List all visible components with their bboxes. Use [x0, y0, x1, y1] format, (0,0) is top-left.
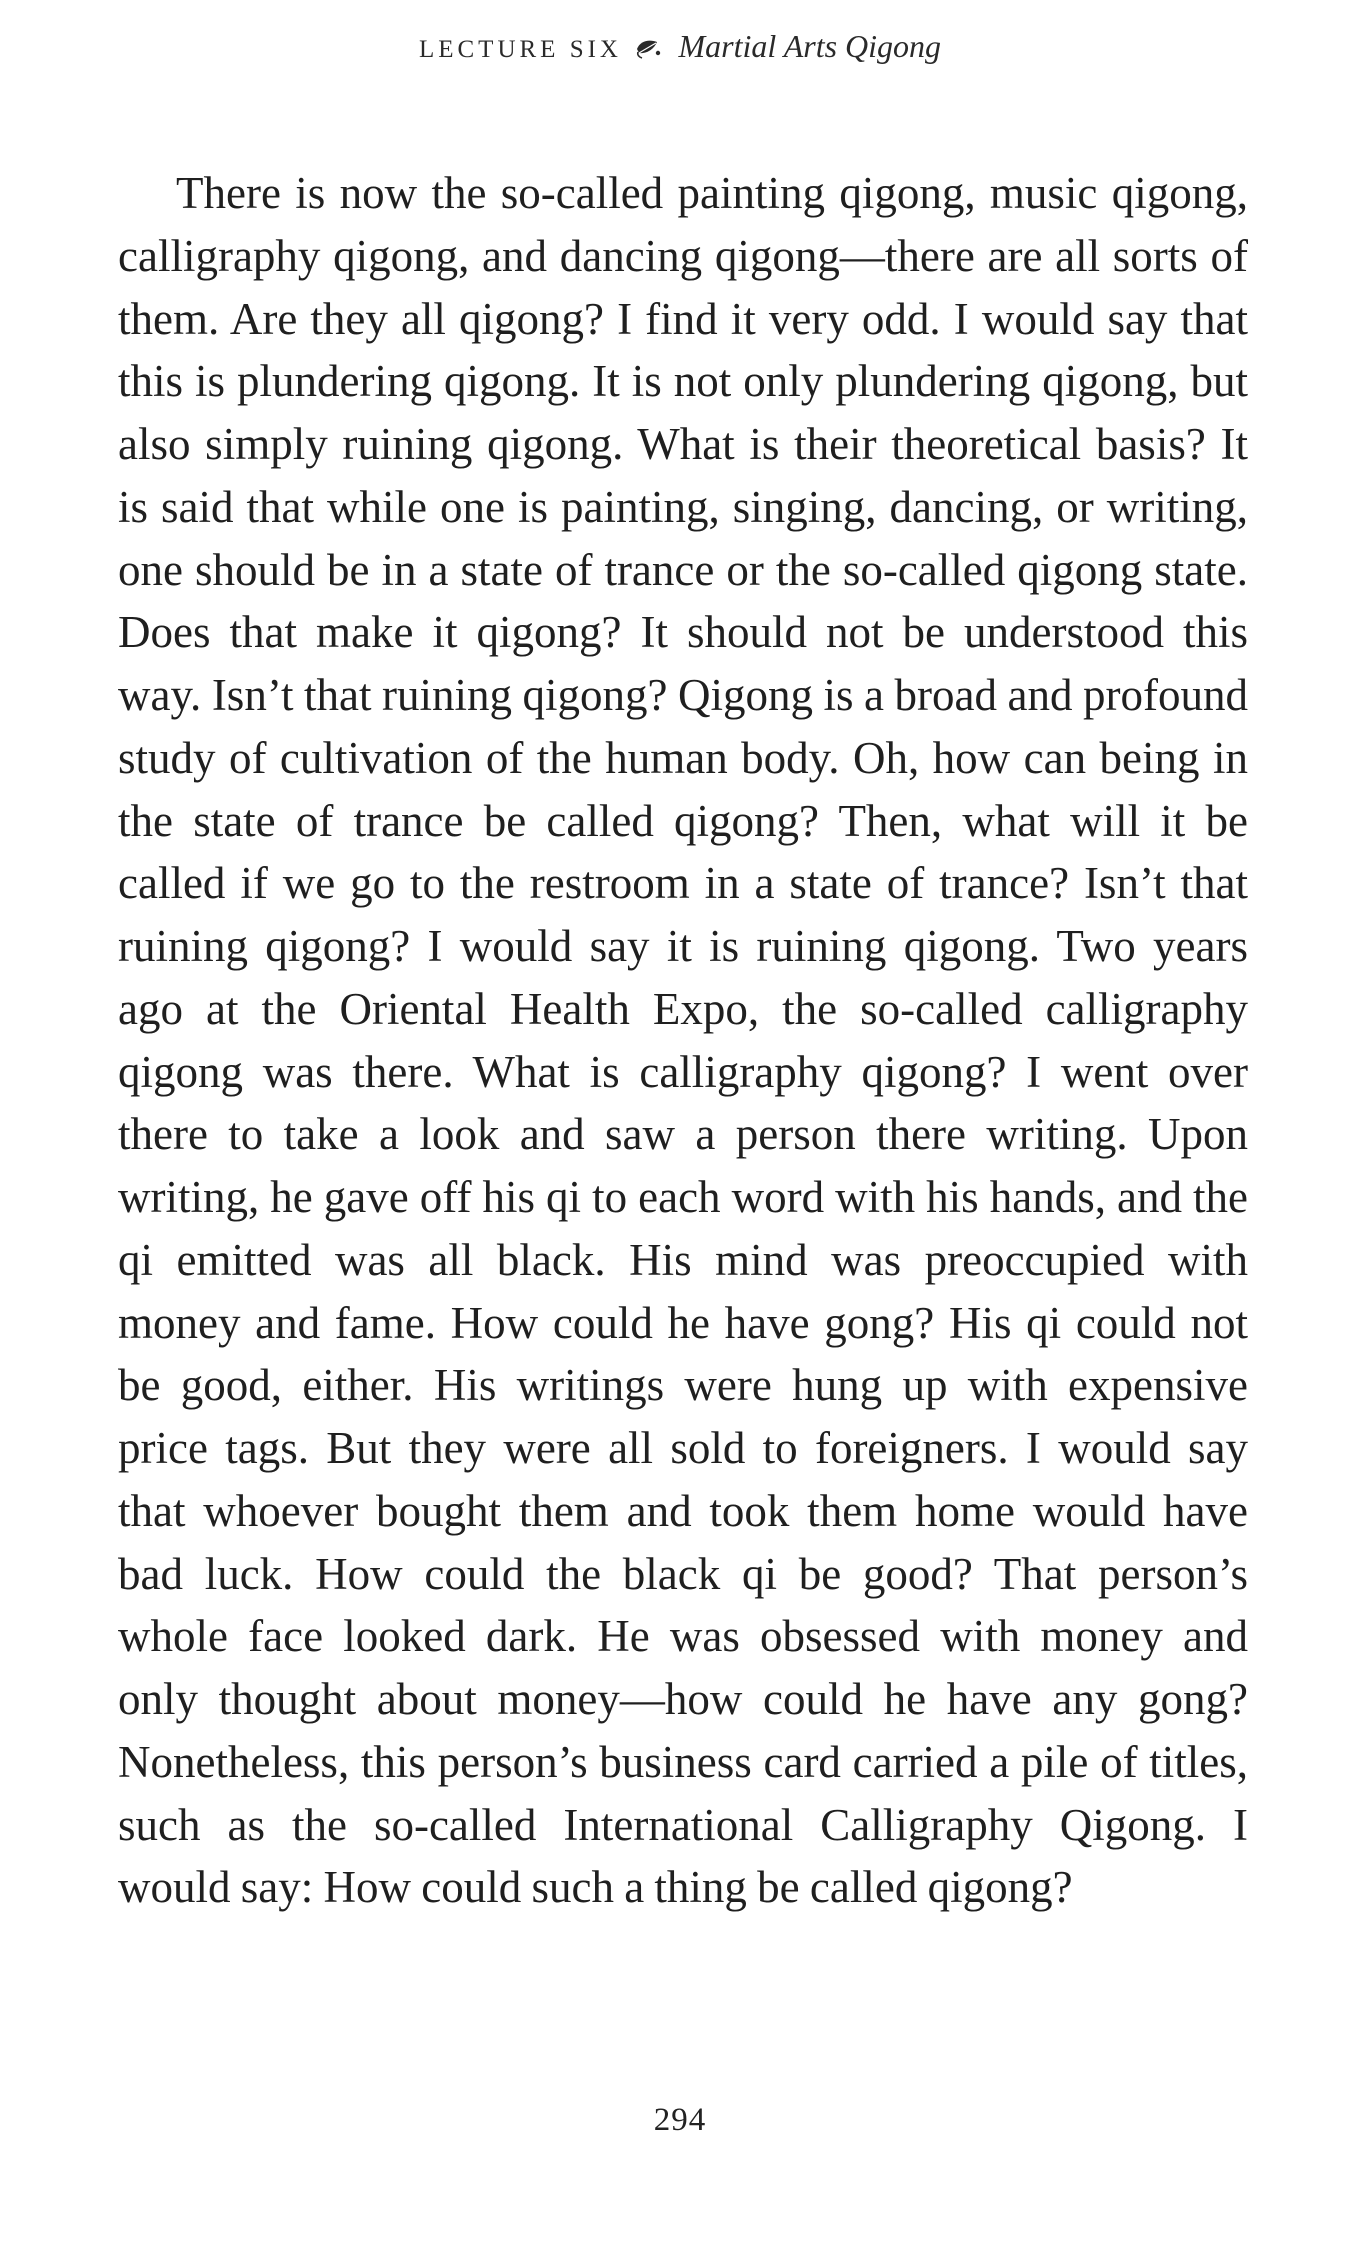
leaf-ornament-icon	[635, 31, 661, 71]
body-paragraph: There is now the so-called painting qigong, music qigong, calligraphy qigong, and dancing qigong—there are all sorts of them. Are they all qigong? I find it very odd. I would say that this is plundering qigong. It is not only plundering qigong, but also simply ruining qigong. What is their theoretical basis? It is said that while one is painting, singing, dancing, or writing, one should be in a state of trance or the so-called qigong state. Does that make it qigong? It should not be understood this way. Isn’t that ruining qigong? Qigong is a broad and profound study of cultivation of the human body. Oh, how can being in the state of trance be called qigong? Then, what will it be called if we go to the restroom in a state of trance? Isn’t that ruining qigong? I would say it is ruining qigong. Two years ago at the Oriental Health Expo, the so-called calligraphy qigong was there. What is calligraphy qigong? I went over there to take a look and saw a person there writing. Upon writing, he gave off his qi to each word with his hands, and the qi emitted was all black. His mind was preoccupied with money and fame. How could he have gong? His qi could not be good, either. His writings were hung up with expensive price tags. But they were all sold to foreigners. I would say that whoever bought them and took them home would have bad luck. How could the black qi be good? That person’s whole face looked dark. He was obsessed with money and only thought about money—how could he have any gong? Nonetheless, this person’s business card carried a pile of titles, such as the so-called International Calligraphy Qigong. I would say: How could such a thing be called qigong?	[118, 168, 1248, 1913]
running-head-chapter: LECTURE SIX	[418, 36, 622, 63]
running-head-title: Martial Arts Qigong	[678, 28, 942, 64]
running-head	[0, 26, 1360, 71]
page-number: 294	[653, 2102, 707, 2138]
